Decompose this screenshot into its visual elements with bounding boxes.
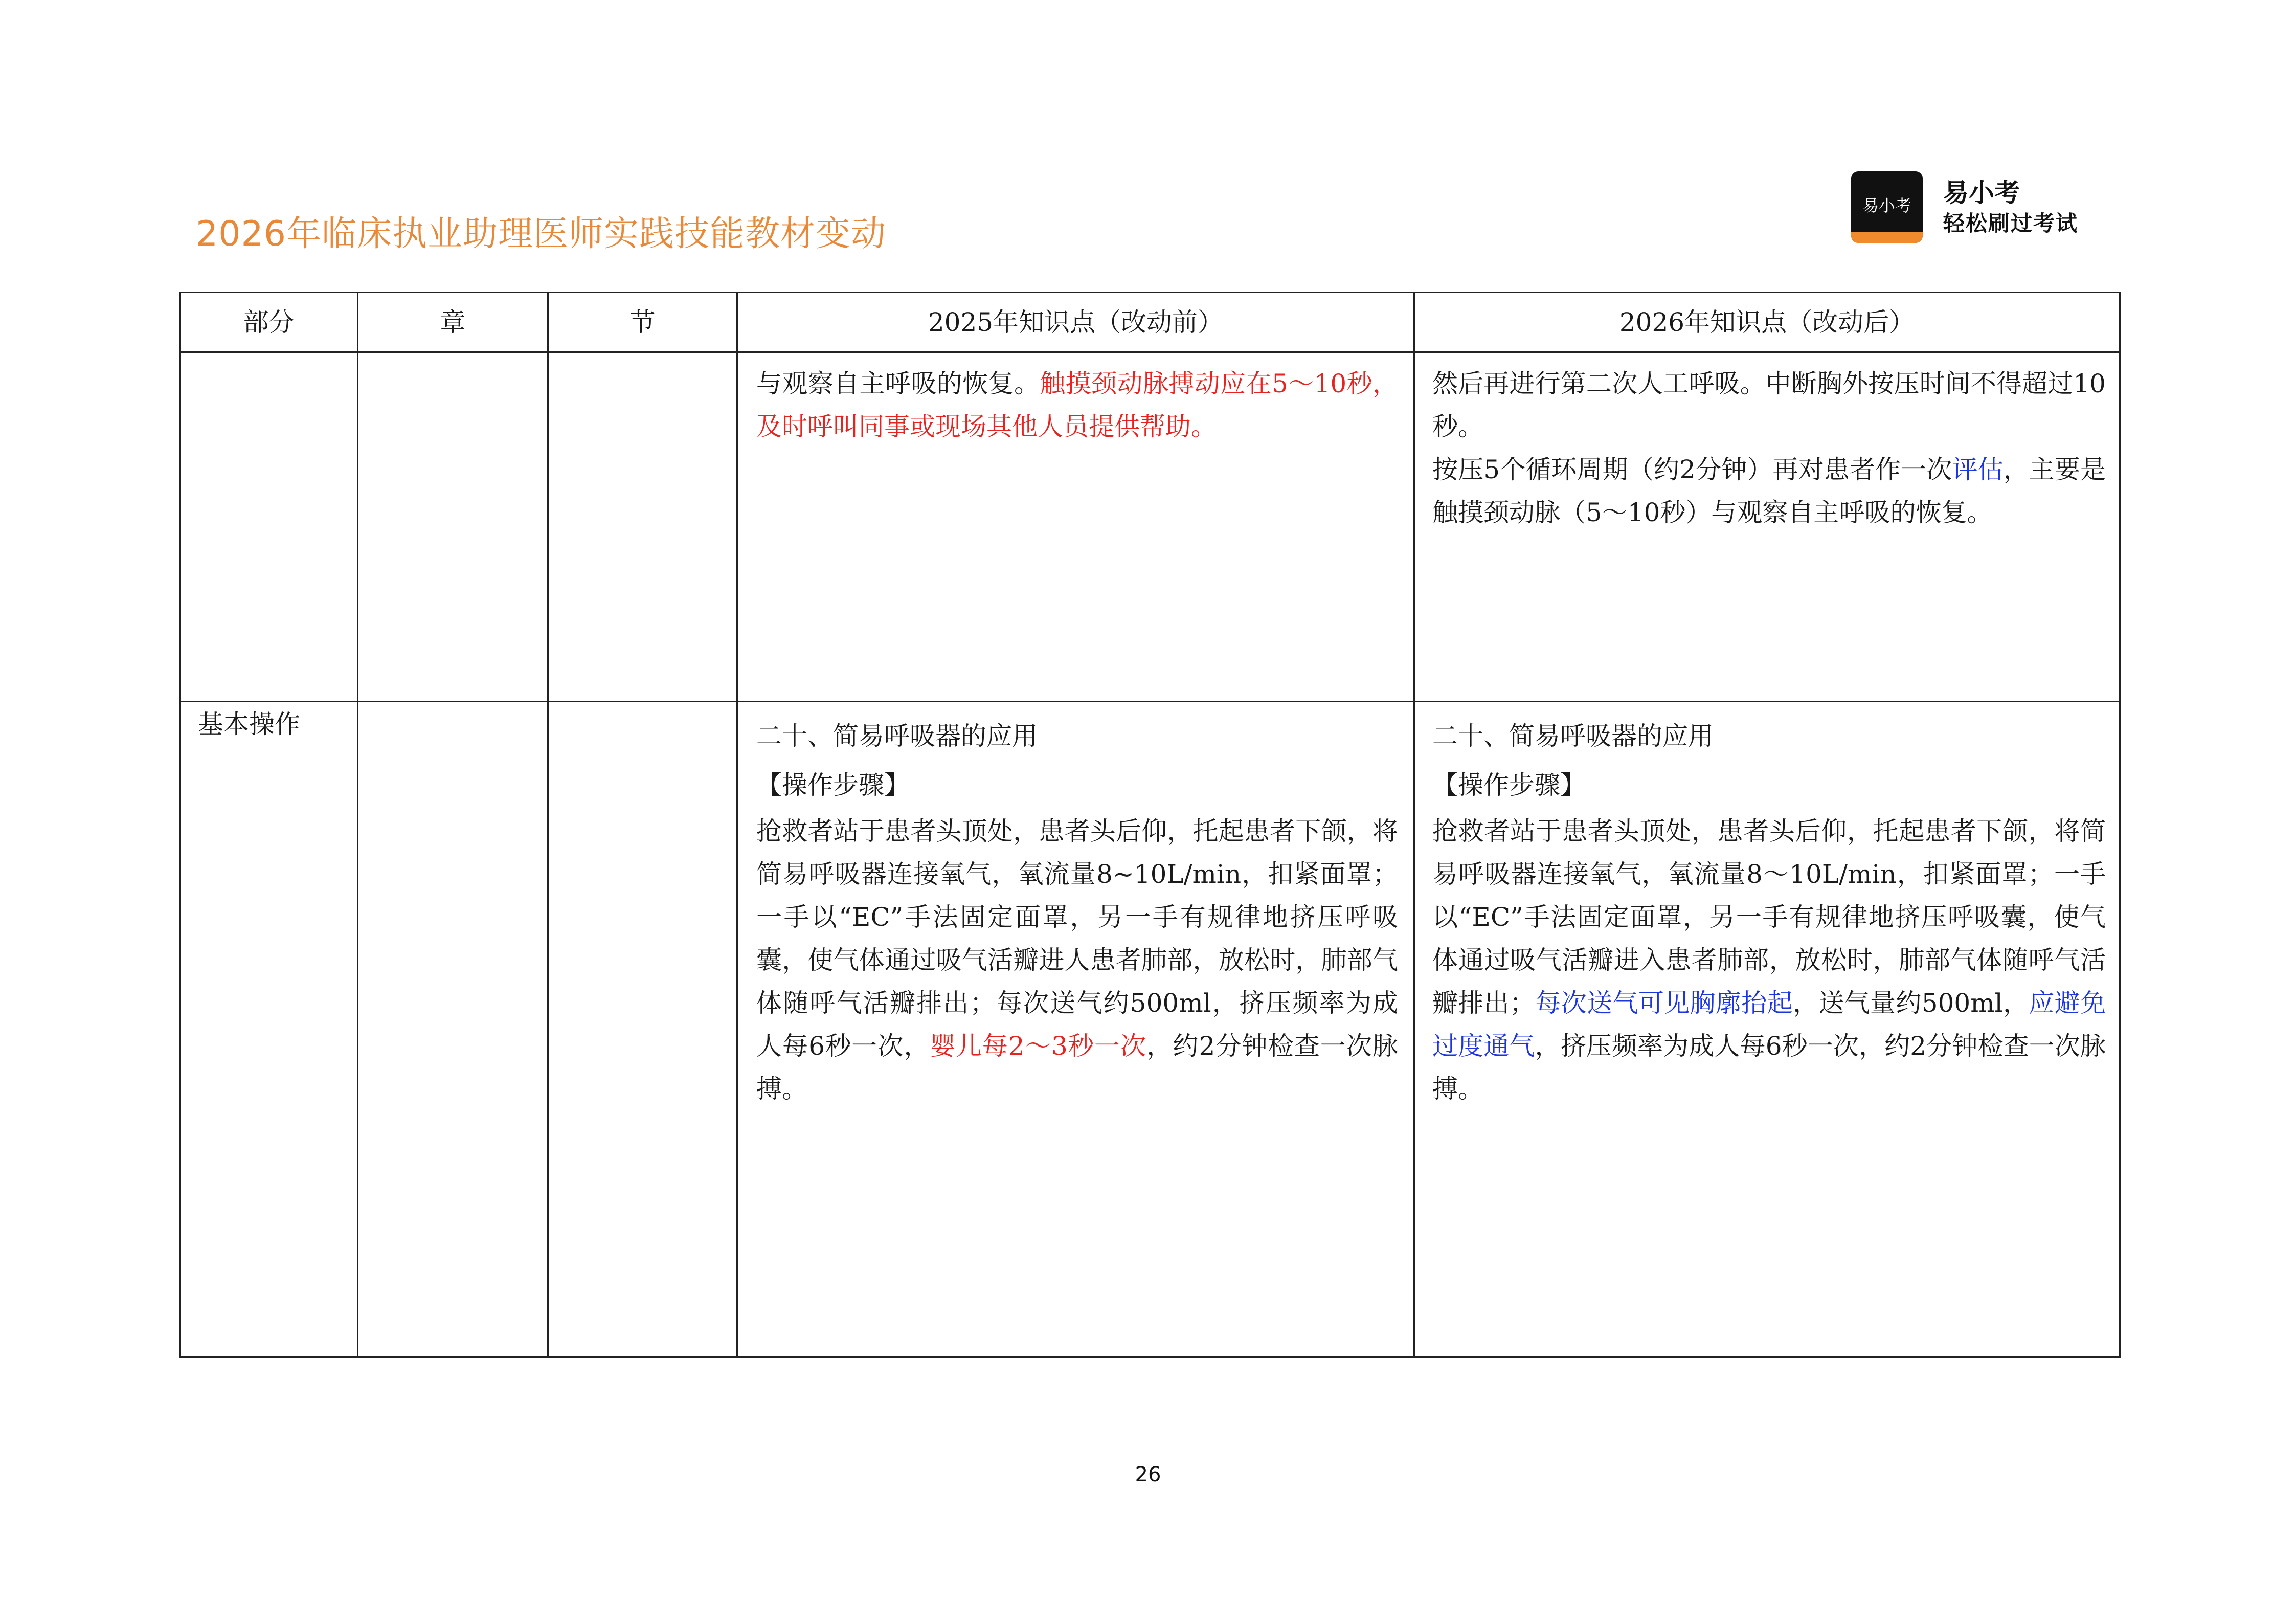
brand-logo-accent-bar [1851,232,1923,243]
cell-chapter [358,702,548,1358]
cell-section [548,702,737,1358]
added-text: 评估 [1952,455,2004,484]
brand-logo [1851,171,1923,243]
after-text: ，送气量约500ml， [1792,988,2029,1018]
before-text: 抢救者站于患者头顶处，患者头后仰，托起患者下颌，将简易呼吸器连接氧气，氧流量8~10L/min，扣紧面罩；一手以“EC”手法固定面罩，另一手有规律地挤压呼吸囊，使气体通过吸气活瓣进人患者肺部，放松时，肺部气体随呼气活瓣排出；每次送气约500ml，挤压频率为成人每6秒一次， [756,816,1398,1061]
brand-block [1851,171,2078,243]
after-body [1432,810,2106,1110]
cell-after [1414,352,2120,702]
before-subheading: 【操作步骤】 [756,770,910,800]
after-text: ，挤压频率为成人每6秒一次，约2分钟检查一次脉搏。 [1432,1031,2106,1104]
brand-slogan: 轻松刷过考试 [1943,211,2079,236]
cell-part: 基本操作 [180,702,358,1358]
header-after-2026: 2026年知识点（改动后） [1414,293,2120,352]
before-text: ，约2分钟检查一次脉搏。 [756,1031,1399,1104]
document-title: 2026年临床执业助理医师实践技能教材变动 [196,214,887,254]
cell-section [548,352,737,702]
page-number: 26 [1135,1463,1161,1486]
cell-after [1414,702,2120,1358]
brand-name: 易小考 [1943,178,2020,208]
added-text: 应避免过度通气 [1432,988,2106,1061]
header-section: 节 [548,293,737,352]
removed-text: 触摸颈动脉搏动应在5～10秒，及时呼叫同事或现场其他人员提供帮助。 [756,369,1399,441]
after-subheading: 【操作步骤】 [1432,770,1586,800]
header-part: 部分 [180,293,358,352]
before-text: 与观察自主呼吸的恢复。 [756,369,1040,398]
before-heading: 二十、简易呼吸器的应用 [756,721,1038,751]
after-paragraph-1: 然后再进行第二次人工呼吸。中断胸外按压时间不得超过10秒。 [1432,369,2106,441]
after-text: 按压5个循环周期（约2分钟）再对患者作一次 [1432,455,1952,484]
table-row [180,702,2120,1358]
changes-table [179,292,2121,1358]
brand-logo-text: 易小考 [1862,196,1911,215]
removed-text: 婴儿每2～3秒一次 [930,1031,1147,1061]
after-paragraph-2 [1432,448,2106,534]
brand-text [1943,176,2078,238]
header-before-2025: 2025年知识点（改动前） [737,293,1414,352]
before-body [756,810,1398,1110]
after-text: 抢救者站于患者头顶处，患者头后仰，托起患者下颌，将简易呼吸器连接氧气，氧流量8～10L/min，扣紧面罩；一手以“EC”手法固定面罩，另一手有规律地挤压呼吸囊，使气体通过吸气活瓣进入患者肺部，放松时，肺部气体随呼气活瓣排出； [1432,816,2106,1018]
before-paragraph [756,362,1398,448]
after-heading: 二十、简易呼吸器的应用 [1432,721,1714,751]
cell-before [737,702,1414,1358]
cell-part [180,352,358,702]
header-chapter: 章 [358,293,548,352]
cell-chapter [358,352,548,702]
after-text: ，主要是触摸颈动脉（5～10秒）与观察自主呼吸的恢复。 [1432,455,2106,527]
added-text: 每次送气可见胸廓抬起 [1535,988,1793,1018]
cell-before [737,352,1414,702]
table-header-row [180,293,2120,352]
table-row [180,352,2120,702]
